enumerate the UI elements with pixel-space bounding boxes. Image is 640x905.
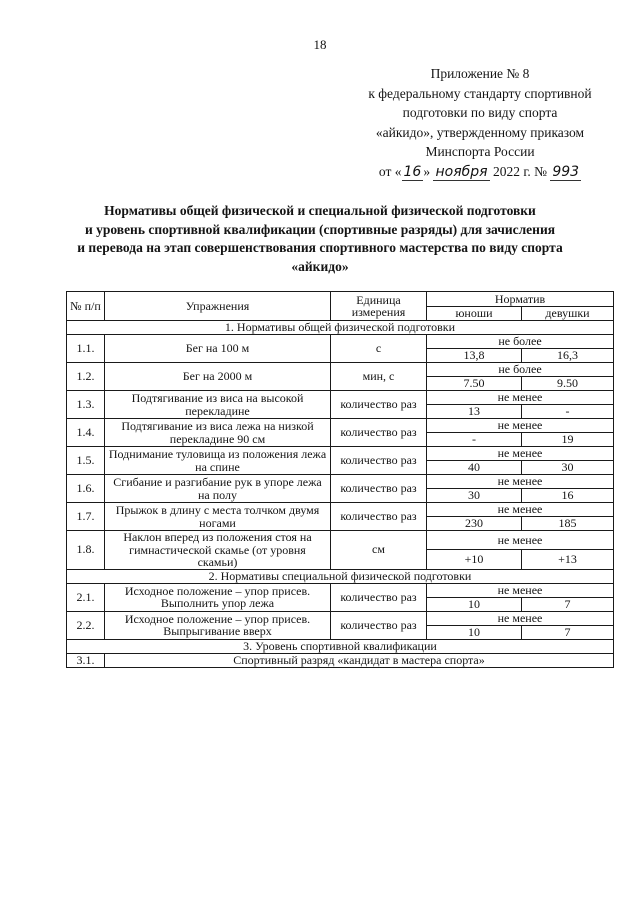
- handwritten-month: ноября: [435, 163, 488, 180]
- boys-value: 13: [427, 405, 522, 419]
- girls-value: 9.50: [522, 377, 614, 391]
- exercise-name: Исходное положение – упор присев. Выпрыгивание вверх: [105, 611, 331, 639]
- girls-value: 16,3: [522, 349, 614, 363]
- row-number: 1.1.: [67, 335, 105, 363]
- section-row: [67, 639, 614, 653]
- standards-table: [66, 291, 614, 668]
- unit-of-measure: с: [331, 335, 427, 363]
- girls-value: 16: [522, 489, 614, 503]
- appendix-line: подготовки по виду спорта: [402, 105, 558, 120]
- unit-of-measure: количество раз: [331, 475, 427, 503]
- title-line: и перевода на этап совершенствования спортивного мастерства по виду спорта: [77, 240, 563, 255]
- exercise-name: Подтягивание из виса лежа на низкой перекладине 90 см: [105, 419, 331, 447]
- unit-of-measure: мин, с: [331, 363, 427, 391]
- section-row: [67, 321, 614, 335]
- table-row: [67, 611, 614, 625]
- unit-of-measure: количество раз: [331, 419, 427, 447]
- girls-value: 30: [522, 461, 614, 475]
- girls-value: 19: [522, 433, 614, 447]
- boys-value: 7.50: [427, 377, 522, 391]
- title-line: «айкидо»: [291, 258, 349, 274]
- order-date-line: [340, 162, 620, 183]
- girls-value: 7: [522, 625, 614, 639]
- header-exercise: Упражнения: [105, 292, 331, 321]
- row-number: 1.6.: [67, 475, 105, 503]
- date-prefix: от «: [378, 163, 402, 179]
- header-row: [67, 292, 614, 307]
- girls-value: 185: [522, 517, 614, 531]
- boys-value: -: [427, 433, 522, 447]
- table-body: [67, 292, 614, 668]
- table-row: [67, 583, 614, 597]
- unit-of-measure: количество раз: [331, 391, 427, 419]
- document-title: [40, 202, 600, 276]
- header-girls: девушки: [522, 307, 614, 321]
- norm-condition: не менее: [427, 475, 614, 489]
- table-row: [67, 447, 614, 461]
- table-row: [67, 391, 614, 405]
- exercise-name: Подтягивание из виса на высокой перекладине: [105, 391, 331, 419]
- title-line: Нормативы общей физической и специальной физической подготовки: [104, 203, 536, 218]
- exercise-name: Поднимание туловища из положения лежа на спине: [105, 447, 331, 475]
- row-number: 1.3.: [67, 391, 105, 419]
- exercise-name: Прыжок в длину с места толчком двумя ногами: [105, 503, 331, 531]
- header-unit: Единица измерения: [331, 292, 427, 321]
- boys-value: 13,8: [427, 349, 522, 363]
- appendix-block: [340, 64, 620, 182]
- girls-value: 7: [522, 597, 614, 611]
- handwritten-day: 16: [403, 163, 422, 180]
- appendix-line: Приложение № 8: [430, 66, 530, 81]
- norm-condition: не менее: [427, 583, 614, 597]
- section-row: [67, 569, 614, 583]
- date-mid: »: [423, 163, 431, 179]
- unit-of-measure: количество раз: [331, 611, 427, 639]
- boys-value: +10: [427, 550, 522, 569]
- page-number: 18: [313, 37, 327, 52]
- boys-value: 230: [427, 517, 522, 531]
- table-row: [67, 335, 614, 349]
- norm-condition: не менее: [427, 391, 614, 405]
- handwritten-order-number: 993: [552, 163, 580, 180]
- row-number: 1.8.: [67, 531, 105, 570]
- norm-condition: не менее: [427, 447, 614, 461]
- table-row: [67, 419, 614, 433]
- unit-of-measure: см: [331, 531, 427, 570]
- norm-condition: не более: [427, 335, 614, 349]
- row-number: 1.5.: [67, 447, 105, 475]
- table-row: [67, 475, 614, 489]
- row-number: 3.1.: [67, 653, 105, 667]
- unit-of-measure: количество раз: [331, 503, 427, 531]
- exercise-name: Бег на 2000 м: [105, 363, 331, 391]
- boys-value: 30: [427, 489, 522, 503]
- header-boys: юноши: [427, 307, 522, 321]
- exercise-name: Исходное положение – упор присев. Выполнить упор лежа: [105, 583, 331, 611]
- norm-condition: не менее: [427, 419, 614, 433]
- date-year: 2022 г. №: [492, 163, 547, 179]
- row-number: 1.7.: [67, 503, 105, 531]
- header-norm: Норматив: [427, 292, 614, 307]
- section-title: 1. Нормативы общей физической подготовки: [67, 321, 614, 335]
- section-title: 2. Нормативы специальной физической подготовки: [67, 569, 614, 583]
- unit-of-measure: количество раз: [331, 583, 427, 611]
- row-number: 1.2.: [67, 363, 105, 391]
- norm-condition: не менее: [427, 503, 614, 517]
- section-title: 3. Уровень спортивной квалификации: [67, 639, 614, 653]
- unit-of-measure: количество раз: [331, 447, 427, 475]
- appendix-line: Минспорта России: [425, 144, 535, 159]
- title-line: и уровень спортивной квалификации (спортивные разряды) для зачисления: [84, 221, 556, 237]
- appendix-line: к федеральному стандарту спортивной: [368, 85, 592, 101]
- boys-value: 10: [427, 625, 522, 639]
- girls-value: -: [522, 405, 614, 419]
- table-row: [67, 653, 614, 667]
- girls-value: +13: [522, 550, 614, 569]
- row-number: 2.1.: [67, 583, 105, 611]
- header-num: № п/п: [67, 292, 105, 321]
- qualification-text: Спортивный разряд «кандидат в мастера спорта»: [105, 653, 614, 667]
- boys-value: 10: [427, 597, 522, 611]
- exercise-name: Наклон вперед из положения стоя на гимнастической скамье (от уровня скамьи): [105, 531, 331, 570]
- norm-condition: не менее: [427, 531, 614, 550]
- norm-condition: не менее: [427, 611, 614, 625]
- table-row: [67, 531, 614, 550]
- boys-value: 40: [427, 461, 522, 475]
- exercise-name: Сгибание и разгибание рук в упоре лежа на полу: [105, 475, 331, 503]
- appendix-line: «айкидо», утвержденному приказом: [375, 124, 585, 140]
- table-row: [67, 363, 614, 377]
- table-row: [67, 503, 614, 517]
- exercise-name: Бег на 100 м: [105, 335, 331, 363]
- row-number: 1.4.: [67, 419, 105, 447]
- norm-condition: не более: [427, 363, 614, 377]
- row-number: 2.2.: [67, 611, 105, 639]
